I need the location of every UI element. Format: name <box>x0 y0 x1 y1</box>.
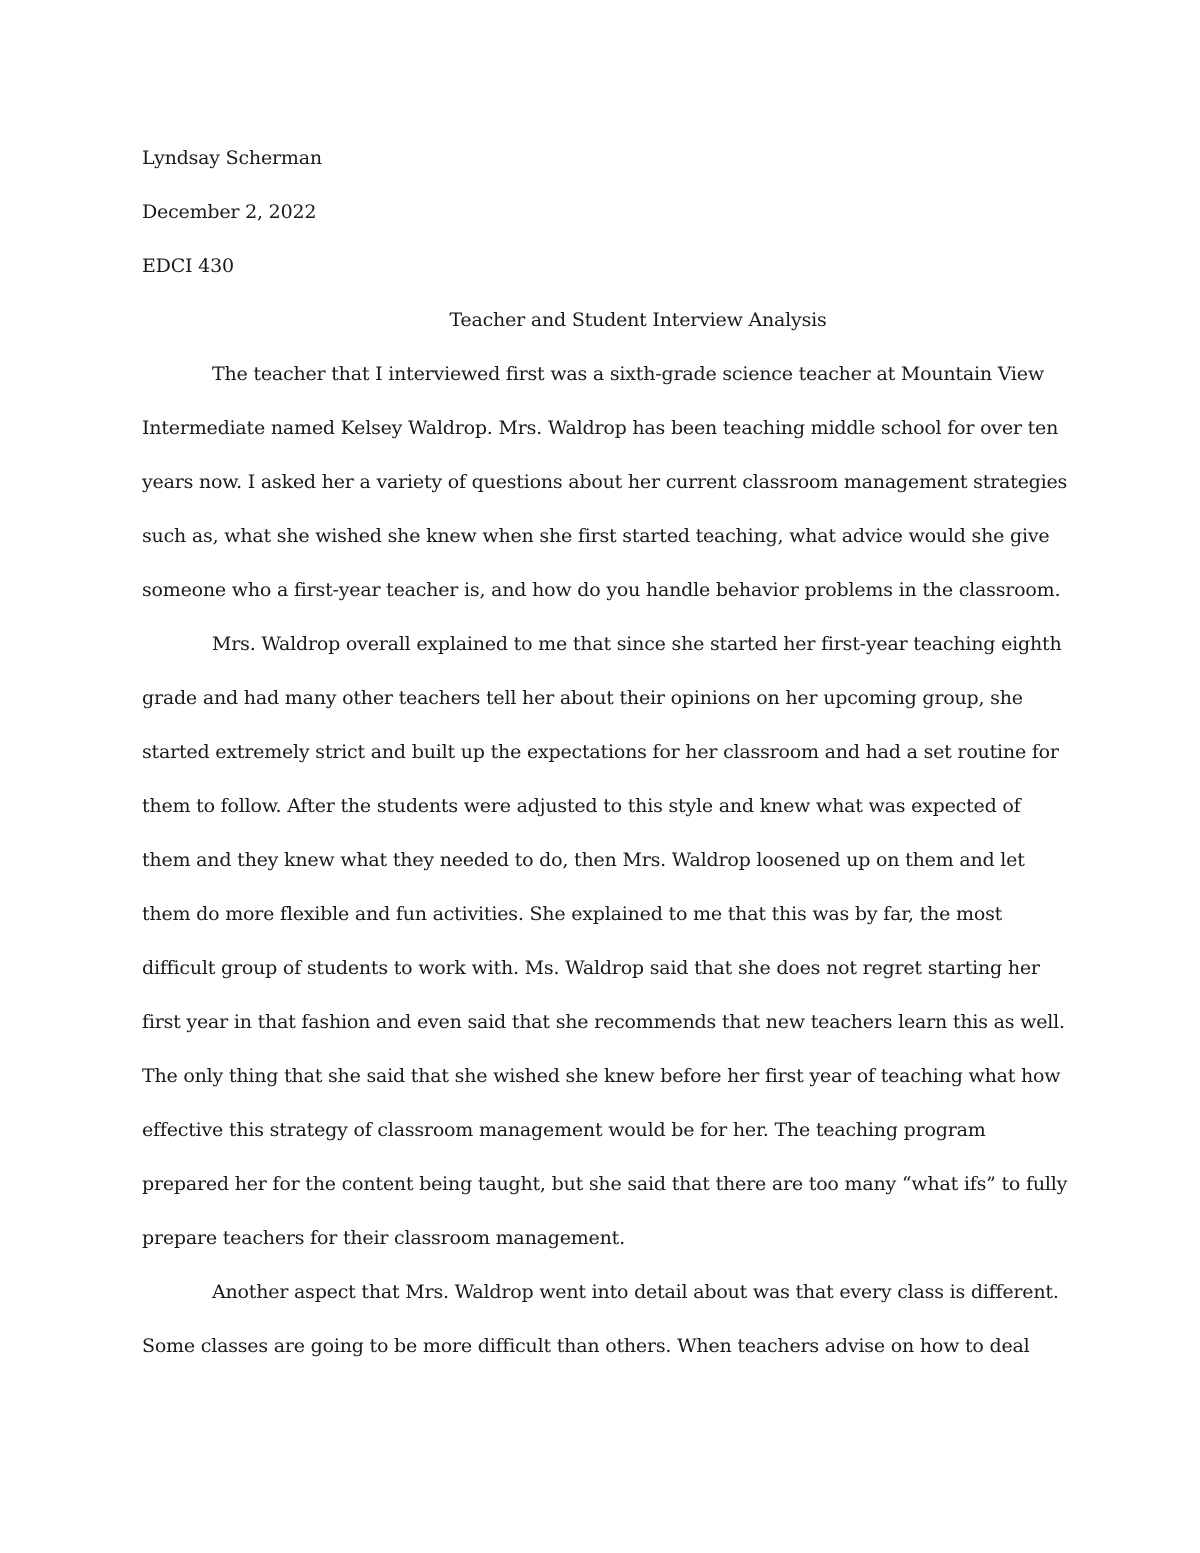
text-line: Another aspect that Mrs. Waldrop went into detail about was that every class is different. <box>212 1281 1059 1303</box>
date-line: December 2, 2022 <box>142 201 317 223</box>
text-line: them to follow. After the students were adjusted to this style and knew what was expected of <box>142 795 1021 817</box>
text-line: first year in that fashion and even said that she recommends that new teachers learn this as well. <box>142 1011 1065 1033</box>
text-line: The only thing that she said that she wished she knew before her first year of teaching what how <box>142 1065 1061 1087</box>
course-line: EDCI 430 <box>142 255 234 277</box>
text-line: them and they knew what they needed to do, then Mrs. Waldrop loosened up on them and let <box>142 849 1025 871</box>
text-line: such as, what she wished she knew when she first started teaching, what advice would she give <box>142 525 1050 547</box>
text-line: Some classes are going to be more difficult than others. When teachers advise on how to deal <box>142 1335 1030 1357</box>
text-line: started extremely strict and built up the expectations for her classroom and had a set routine for <box>142 741 1059 763</box>
text-line: effective this strategy of classroom management would be for her. The teaching program <box>142 1119 986 1141</box>
author-name: Lyndsay Scherman <box>142 147 322 169</box>
text-line: difficult group of students to work with. Ms. Waldrop said that she does not regret starting her <box>142 957 1040 979</box>
text-line: Mrs. Waldrop overall explained to me that since she started her first-year teaching eighth <box>212 633 1062 655</box>
text-line: prepare teachers for their classroom management. <box>142 1227 625 1249</box>
text-line: years now. I asked her a variety of questions about her current classroom management strategies <box>142 471 1068 493</box>
text-line: The teacher that I interviewed first was a sixth-grade science teacher at Mountain View <box>212 363 1044 385</box>
text-line: prepared her for the content being taught, but she said that there are too many “what ifs” to fully <box>142 1173 1068 1195</box>
text-line: them do more flexible and fun activities. She explained to me that this was by far, the most <box>142 903 1003 925</box>
text-line: grade and had many other teachers tell her about their opinions on her upcoming group, she <box>142 687 1023 709</box>
text-line: someone who a first-year teacher is, and how do you handle behavior problems in the classroom. <box>142 579 1061 601</box>
document-title: Teacher and Student Interview Analysis <box>449 309 827 331</box>
text-line: Intermediate named Kelsey Waldrop. Mrs. Waldrop has been teaching middle school for over ten <box>142 417 1059 439</box>
